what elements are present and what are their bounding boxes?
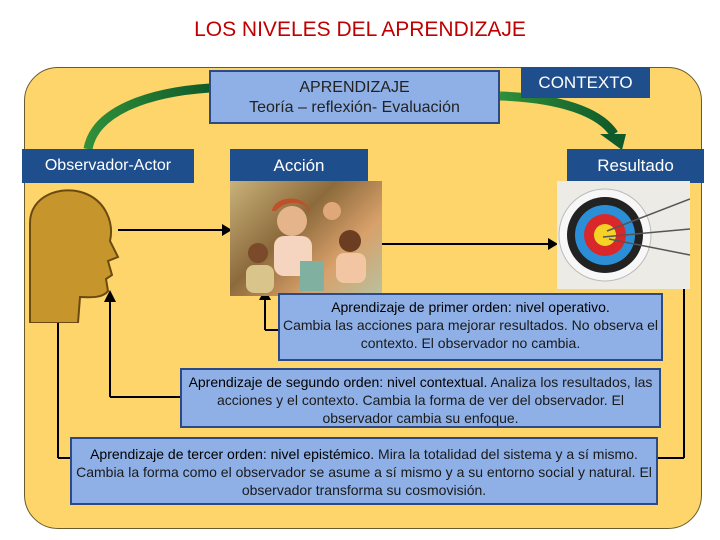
level-3-body: Mira la totalidad del sistema y a sí mismo. Cambia la forma como el observador se asume a sí mismo y a su entorno social y natural. El observador transforma su cosmovisión. [76,446,652,498]
head-silhouette-icon [22,183,122,323]
level-2-heading: Aprendizaje de segundo orden: nivel contextual. [188,374,488,390]
level-2-box [180,368,661,428]
level-3-heading: Aprendizaje de tercer orden: nivel epistémico. [90,446,375,462]
children-classroom-photo [230,181,382,296]
observador-box: Observador-Actor [22,149,194,183]
aprendizaje-box [209,70,500,124]
diagram-title: LOS NIVELES DEL APRENDIZAJE [194,18,526,41]
level-2-body: Analiza los resultados, las acciones y el contexto. Cambia la forma de ver del observador. El observador cambia su enfoque. [217,374,653,426]
archery-target-photo [557,181,690,289]
aprendizaje-subtitle: Teoría – reflexión- Evaluación [249,99,460,116]
aprendizaje-title: APRENDIZAJE [299,79,410,96]
accion-box: Acción [230,149,368,183]
green-arc-left [88,88,210,149]
level-1-body: Cambia las acciones para mejorar resultados. No observa el contexto. El observador no cambia. [282,317,659,351]
level-1-box [278,293,663,361]
level-1-heading: Aprendizaje de primer orden: nivel operativo. [331,299,610,315]
contexto-box: CONTEXTO [521,67,650,98]
level-3-box [70,437,658,505]
green-arrowhead-right [600,134,626,150]
green-arc-right [500,96,614,134]
resultado-box: Resultado [567,149,704,183]
